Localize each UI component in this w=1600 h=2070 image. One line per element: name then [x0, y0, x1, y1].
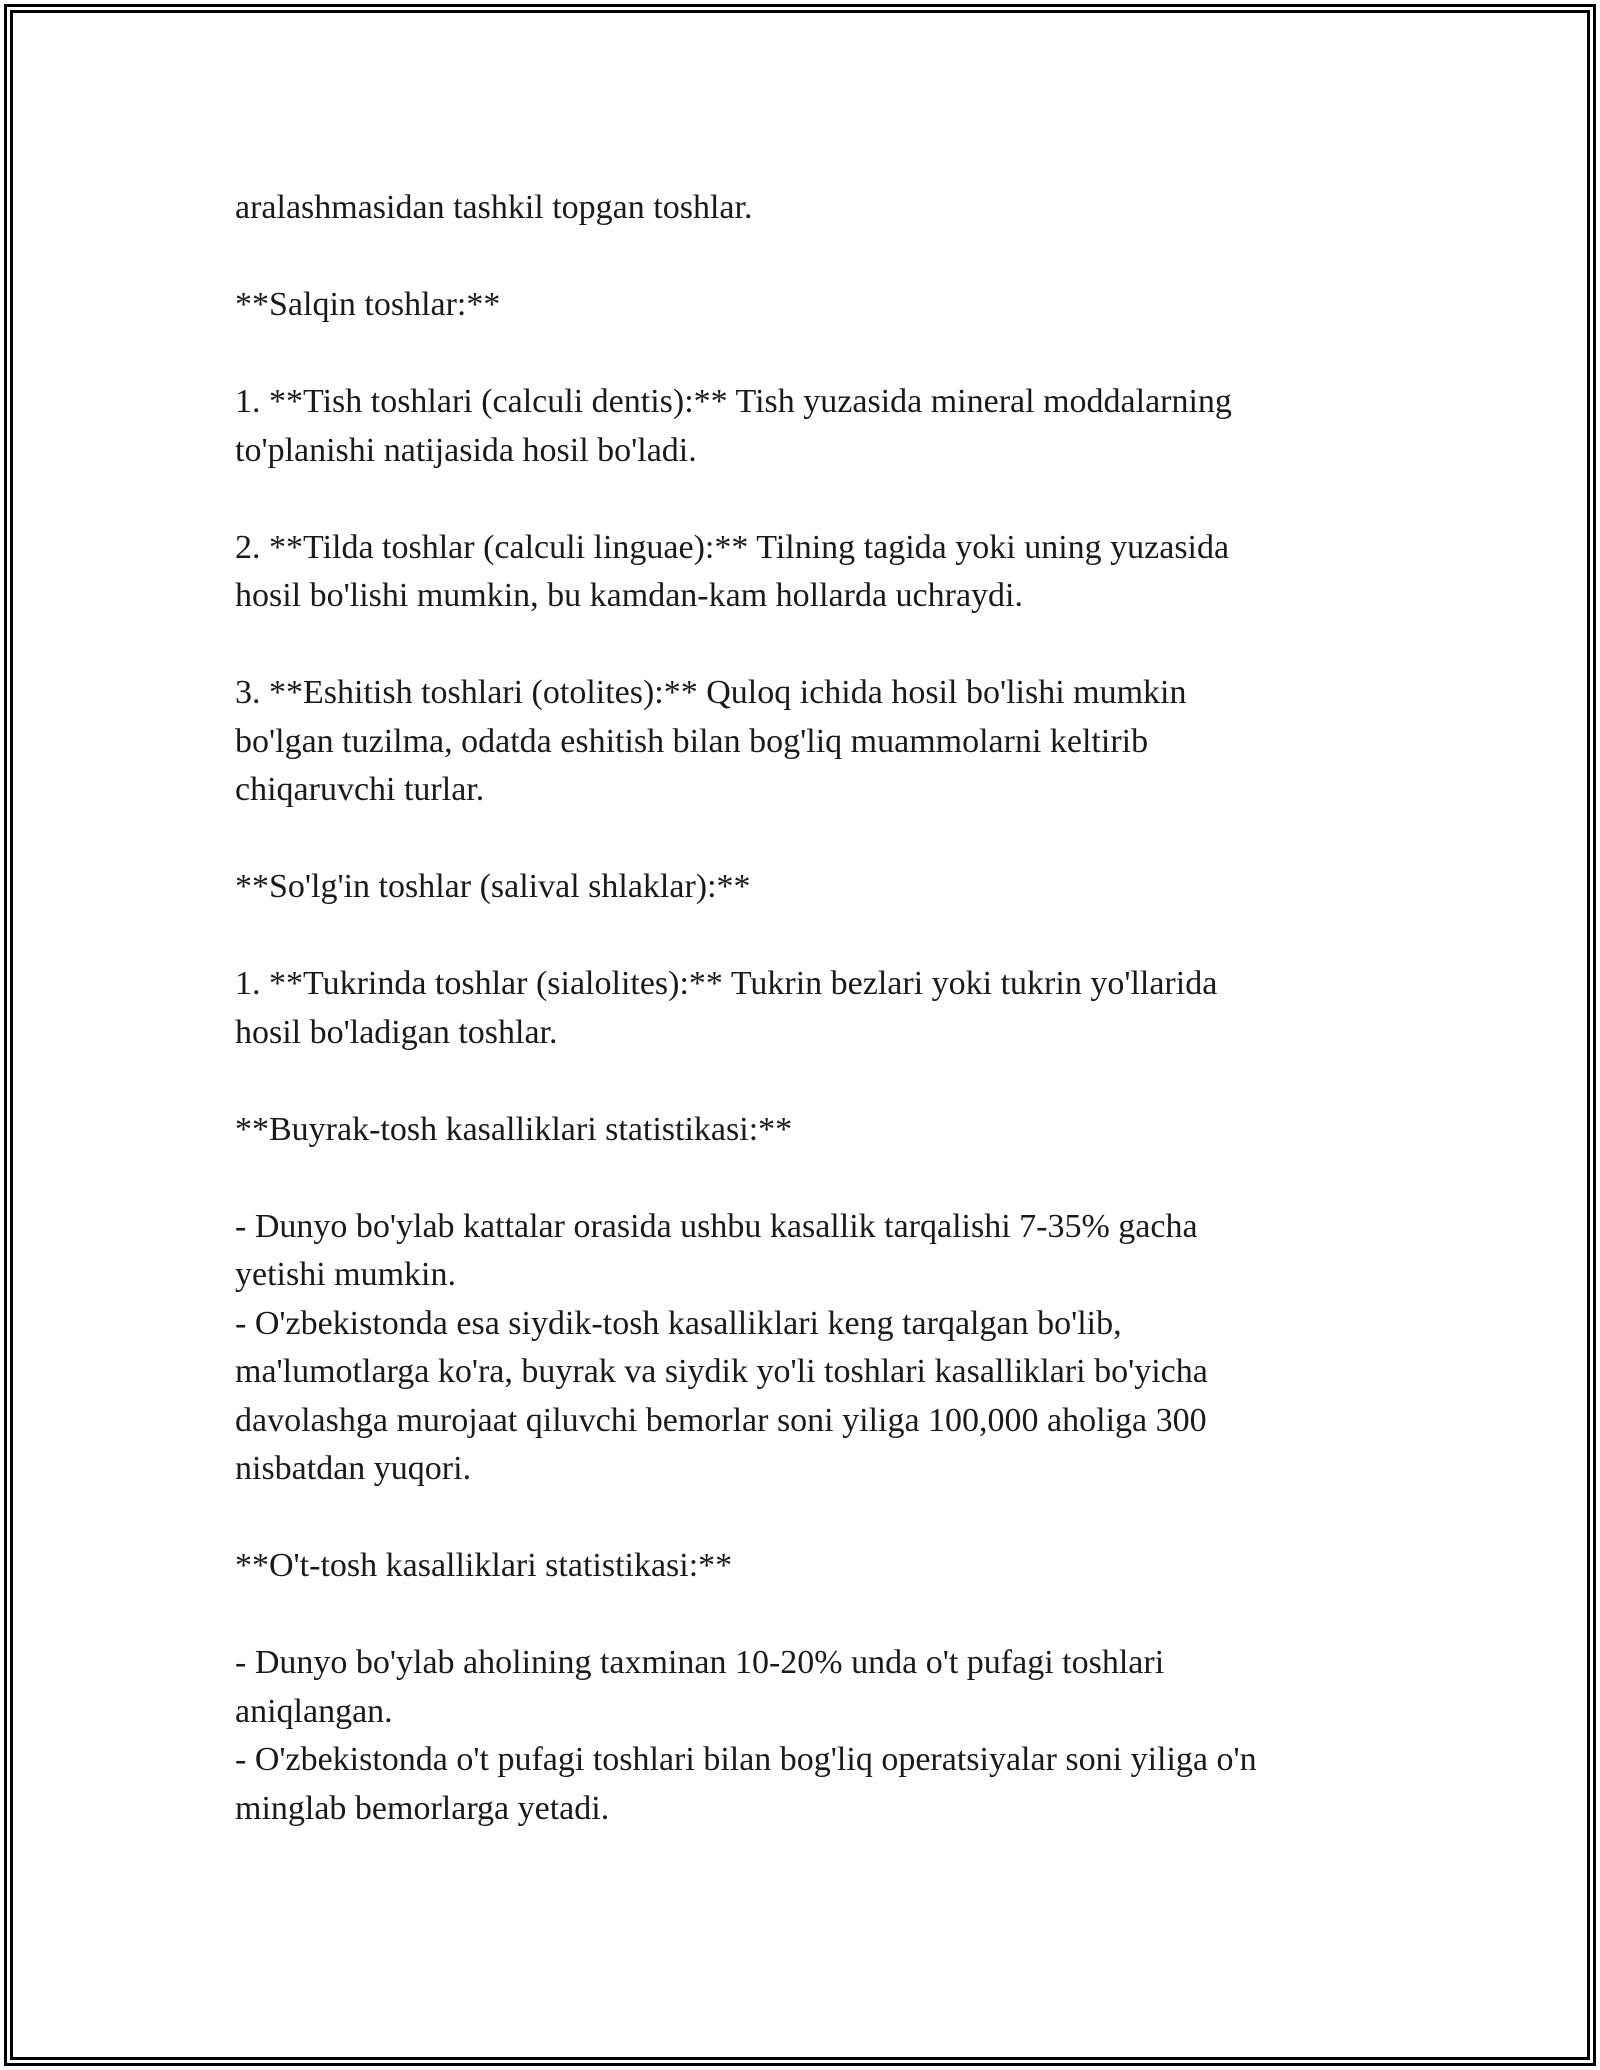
text-line: - O'zbekistonda o't pufagi toshlari bilan bog'liq operatsiyalar soni yiliga o'n: [235, 1741, 1257, 1778]
text-line: yetishi mumkin.: [235, 1256, 456, 1293]
text-line: to'planishi natijasida hosil bo'ladi.: [235, 431, 697, 469]
paragraph: [235, 1106, 1365, 1155]
paragraph: [235, 184, 1365, 233]
text-line: **O't-tosh kasalliklari statistikasi:**: [235, 1547, 733, 1584]
text-line: ma'lumotlarga ko'ra, buyrak va siydik yo'li toshlari kasalliklari bo'yicha: [235, 1353, 1208, 1390]
text-line: aniqlangan.: [235, 1692, 393, 1730]
text-line: 3. **Eshitish toshlari (otolites):** Quloq ichida hosil bo'lishi mumkin: [235, 674, 1187, 711]
text-line: **Buyrak-tosh kasalliklari statistikasi:**: [235, 1110, 793, 1148]
paragraph: [235, 1542, 1365, 1591]
text-line: minglab bemorlarga yetadi.: [235, 1789, 610, 1827]
text-line: 1. **Tukrinda toshlar (sialolites):** Tukrin bezlari yoki tukrin yo'llarida: [235, 965, 1218, 1002]
paragraph: [235, 378, 1365, 475]
text-line: 1. **Tish toshlari (calculi dentis):** Tish yuzasida mineral moddalarning: [235, 383, 1232, 420]
text-line: 2. **Tilda toshlar (calculi linguae):** Tilning tagida yoki uning yuzasida: [235, 528, 1230, 566]
paragraph: [235, 1203, 1365, 1494]
text-line: **Salqin toshlar:**: [235, 286, 501, 323]
document-body: [235, 184, 1365, 1833]
paragraph: [235, 669, 1365, 815]
text-line: - O'zbekistonda esa siydik-tosh kasalliklari keng tarqalgan bo'lib,: [235, 1304, 1122, 1342]
paragraph: [235, 1639, 1365, 1833]
text-line: chiqaruvchi turlar.: [235, 771, 485, 808]
paragraph: [235, 960, 1365, 1057]
paragraph: [235, 281, 1365, 330]
text-line: hosil bo'ladigan toshlar.: [235, 1013, 558, 1051]
text-line: bo'lgan tuzilma, odatda eshitish bilan bog'liq muammolarni keltirib: [235, 722, 1149, 760]
text-line: - Dunyo bo'ylab aholining taxminan 10-20% unda o't pufagi toshlari: [235, 1644, 1165, 1681]
paragraph: [235, 524, 1365, 621]
text-line: davolashga murojaat qiluvchi bemorlar soni yiliga 100,000 aholiga 300: [235, 1401, 1207, 1439]
text-line: - Dunyo bo'ylab kattalar orasida ushbu kasallik tarqalishi 7-35% gacha: [235, 1207, 1198, 1245]
text-line: hosil bo'lishi mumkin, bu kamdan-kam hollarda uchraydi.: [235, 577, 1023, 614]
text-line: nisbatdan yuqori.: [235, 1450, 472, 1487]
paragraph: [235, 863, 1365, 912]
text-line: **So'lg'in toshlar (salival shlaklar):**: [235, 868, 751, 905]
text-line: aralashmasidan tashkil topgan toshlar.: [235, 189, 753, 226]
